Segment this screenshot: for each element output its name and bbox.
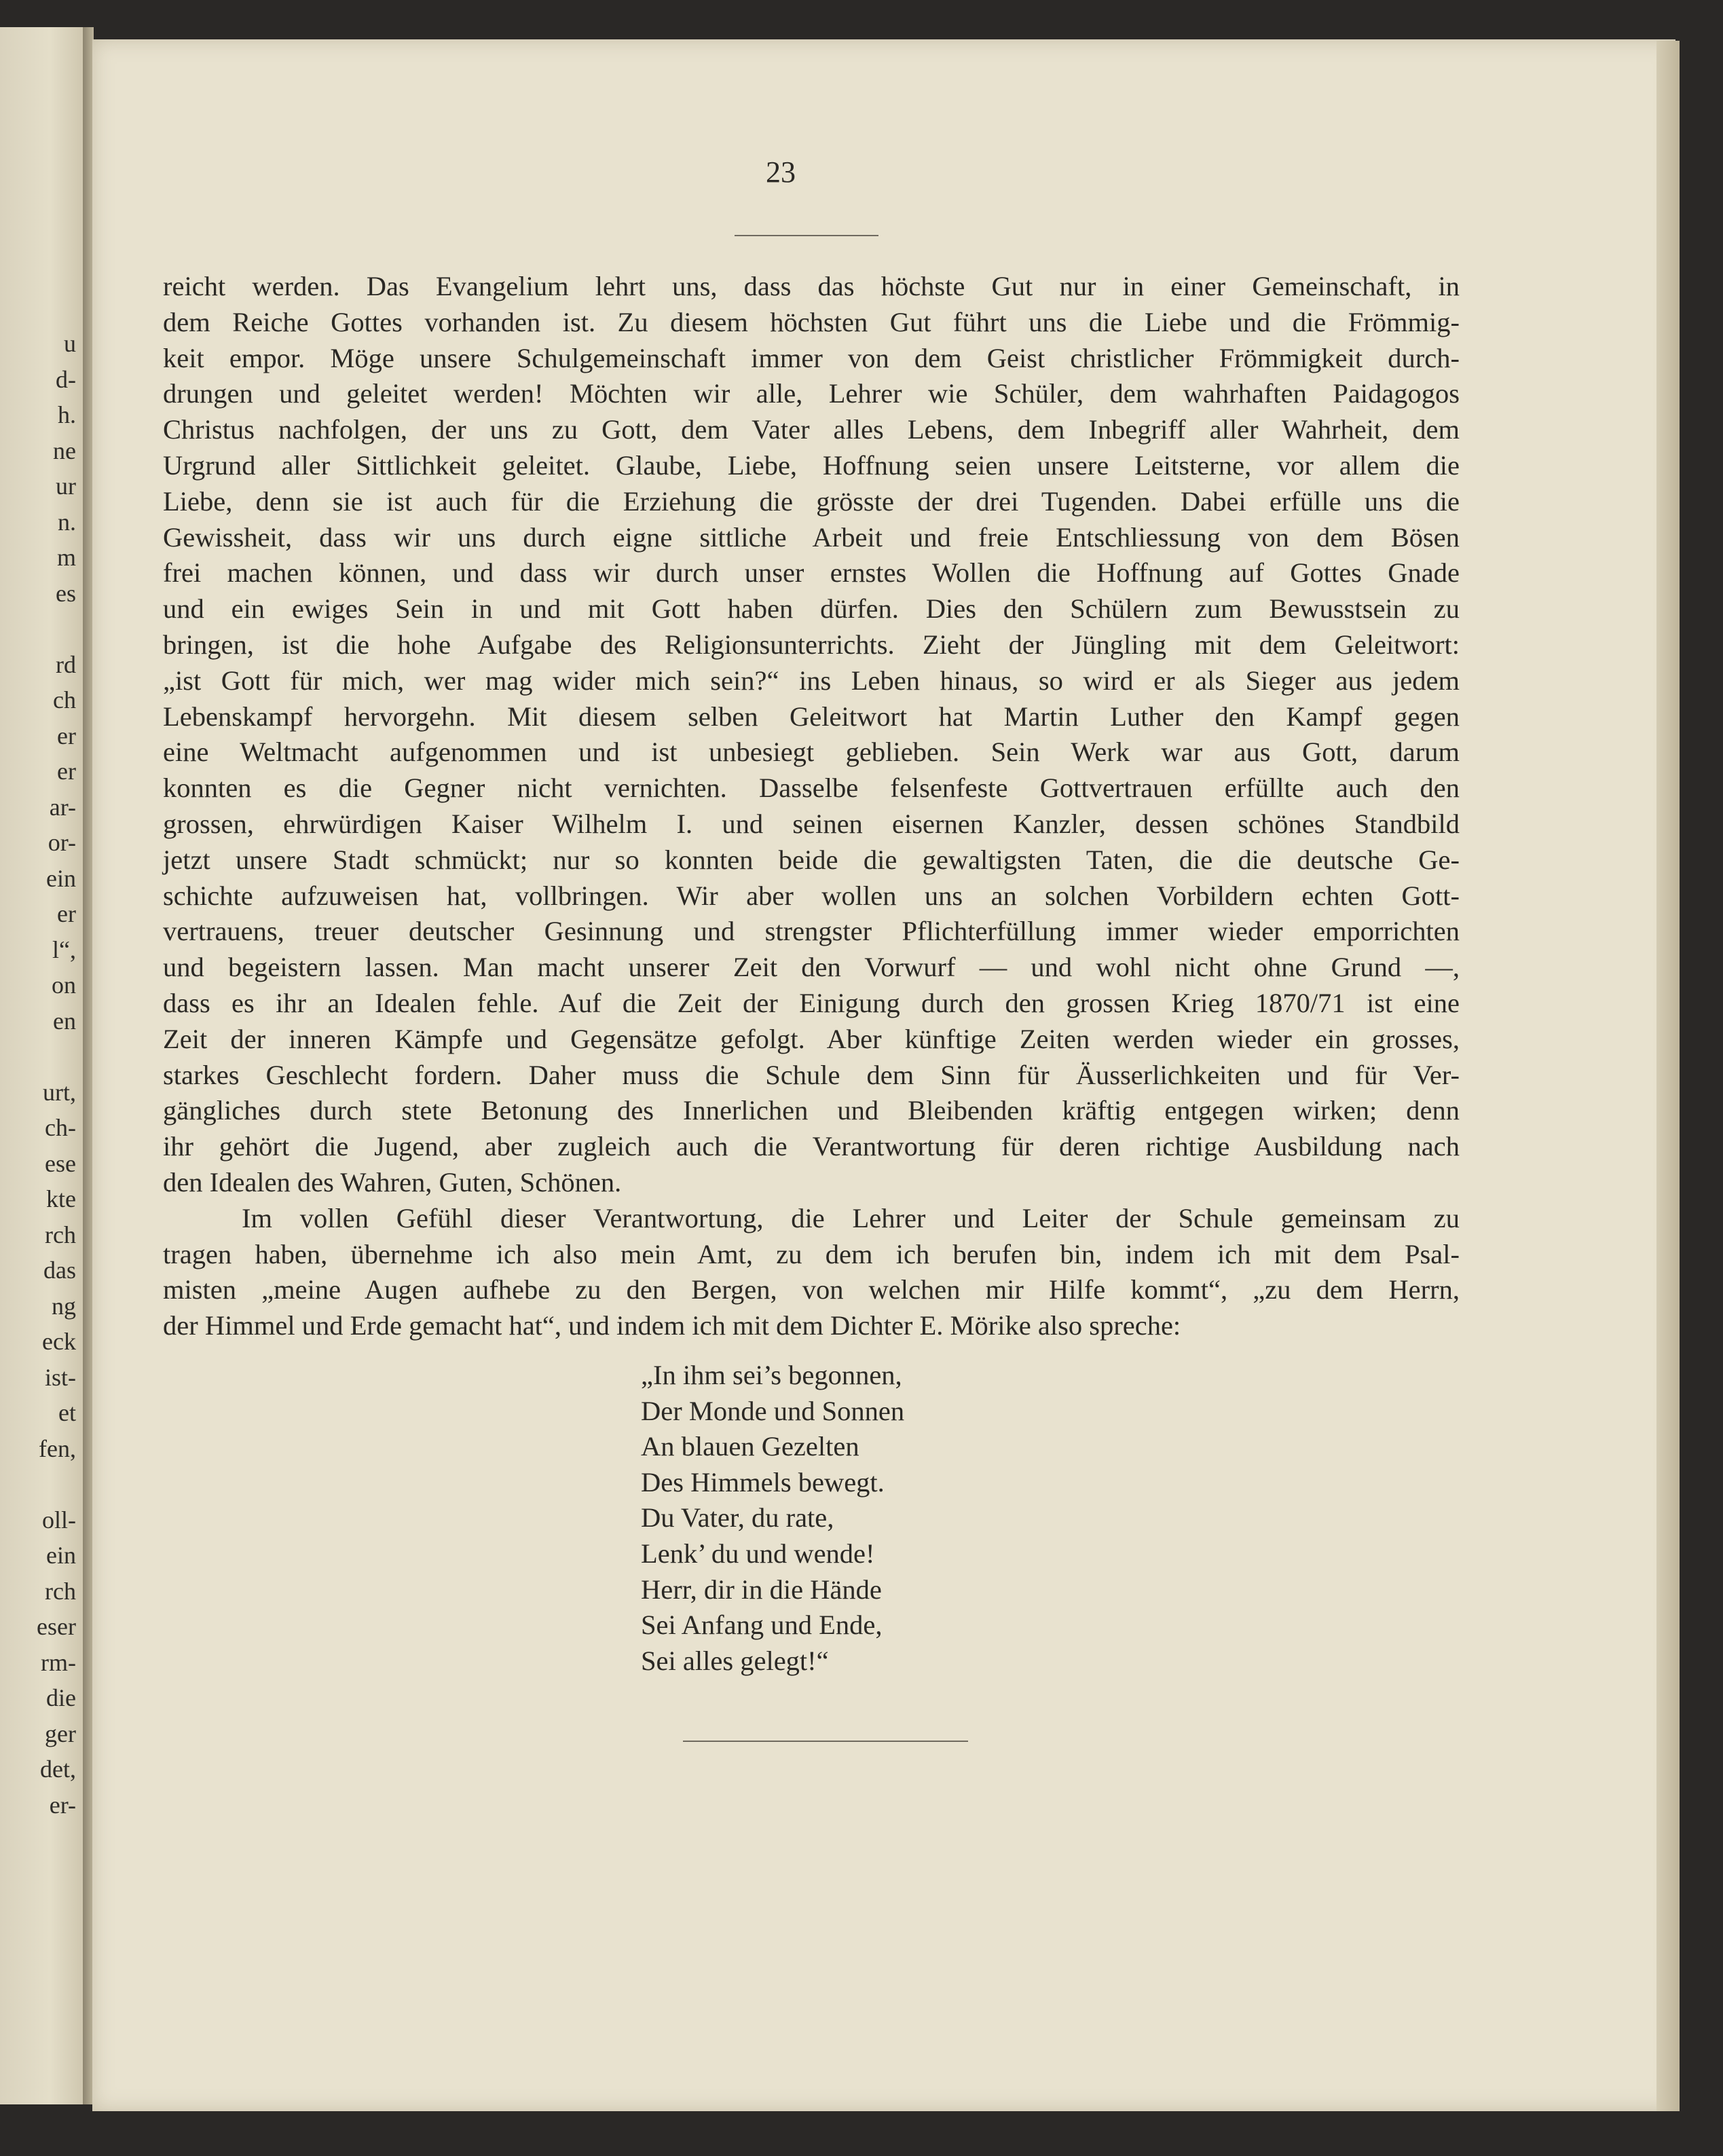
text-line: dem Reiche Gottes vorhanden ist. Zu diesem höchsten Gut führt uns die Liebe und die Frömmig- — [163, 306, 1460, 337]
fragment-line: das — [43, 1257, 76, 1284]
body-text — [163, 269, 1460, 1344]
page-edge — [1656, 41, 1680, 2111]
fragment-line: ch — [53, 686, 76, 713]
fragment-line: er- — [49, 1791, 76, 1819]
fragment-line: ch- — [45, 1114, 76, 1141]
fragment-line: ur — [56, 472, 76, 500]
poem-line: Du Vater, du rate, — [641, 1502, 834, 1534]
fragment-line: urt, — [43, 1078, 76, 1106]
fragment-line: es — [56, 579, 76, 607]
fragment-line: ein — [46, 864, 76, 892]
poem-line: An blauen Gezelten — [641, 1431, 859, 1462]
fragment-line: l“, — [52, 935, 76, 963]
fragment-line: eck — [42, 1328, 76, 1355]
fragment-line: ese — [45, 1149, 76, 1177]
text-line: gängliches durch stete Betonung des Innerlichen und Bleibenden kräftig entgegen wirken; denn — [163, 1095, 1460, 1126]
poem-line: Sei alles gelegt!“ — [641, 1645, 829, 1676]
fragment-line: ng — [52, 1292, 76, 1320]
fragment-line: rch — [45, 1221, 76, 1248]
text-line: reicht werden. Das Evangelium lehrt uns, dass das höchste Gut nur in einer Gemeinschaft, in — [163, 271, 1460, 301]
fragment-line: n. — [58, 508, 76, 536]
text-line: und ein ewiges Sein in und mit Gott haben dürfen. Dies den Schülern zum Bewusstsein zu — [163, 593, 1460, 625]
fragment-line: ein — [46, 1542, 76, 1569]
fragment-line: on — [52, 971, 76, 999]
fragment-line: rm- — [41, 1648, 76, 1676]
text-line: tragen haben, übernehme ich also mein Amt, zu dem ich berufen bin, indem ich mit dem Psal- — [163, 1238, 1460, 1269]
poem-line: Der Monde und Sonnen — [641, 1395, 905, 1426]
text-line: Christus nachfolgen, der uns zu Gott, dem Vater alles Lebens, dem Inbegriff aller Wahrheit, dem — [163, 414, 1460, 445]
text-line: drungen und geleitet werden! Möchten wir alle, Lehrer wie Schüler, dem wahrhaften Paidagogos — [163, 378, 1460, 409]
fragment-line: kte — [46, 1185, 76, 1212]
text-line: Urgrund aller Sittlichkeit geleitet. Glaube, Liebe, Hoffnung seien unsere Leitsterne, vor allem die — [163, 449, 1460, 481]
fragment-line: en — [53, 1007, 76, 1035]
fragment-line: oll- — [42, 1506, 76, 1534]
text-line: dass es ihr an Idealen fehle. Auf die Zeit der Einigung durch den grossen Krieg 1870/71 ist eine — [163, 987, 1460, 1018]
text-line: Zeit der inneren Kämpfe und Gegensätze gefolgt. Aber künftige Zeiten werden wieder ein grosses, — [163, 1023, 1460, 1054]
left-page-text-fragments — [0, 326, 80, 1823]
text-line: schichte aufzuweisen hat, vollbringen. Wir aber wollen uns an solchen Vorbildern echten Gott- — [163, 880, 1460, 911]
poem-line: Herr, dir in die Hände — [641, 1574, 882, 1605]
poem-quote — [641, 1358, 904, 1679]
fragment-line: er — [57, 758, 76, 785]
text-line: eine Weltmacht aufgenommen und ist unbesiegt geblieben. Sein Werk war aus Gott, darum — [163, 737, 1460, 768]
text-line: misten „meine Augen aufhebe zu den Bergen, von welchen mir Hilfe kommt“, „zu dem Herrn, — [163, 1274, 1460, 1305]
text-line: Liebe, denn sie ist auch für die Erziehung die grösste der drei Tugenden. Dabei erfülle uns die — [163, 485, 1460, 517]
fragment-line: fen, — [39, 1434, 76, 1462]
poem-line: Sei Anfang und Ende, — [641, 1610, 883, 1641]
poem-line: Des Himmels bewegt. — [641, 1466, 885, 1498]
fragment-line: h. — [58, 401, 76, 428]
fragment-line: ger — [45, 1720, 76, 1747]
page-number-rule — [735, 235, 878, 236]
fragment-line: or- — [48, 829, 76, 856]
text-line: grossen, ehrwürdigen Kaiser Wilhelm I. und seinen eisernen Kanzler, dessen schönes Standbild — [163, 808, 1460, 839]
fragment-line: u — [64, 330, 76, 357]
text-line: und begeistern lassen. Man macht unserer Zeit den Vorwurf — und wohl nicht ohne Grund —, — [163, 952, 1460, 983]
fragment-line: ist- — [44, 1363, 76, 1391]
fragment-line: ar- — [49, 793, 76, 821]
fragment-line: die — [46, 1684, 76, 1711]
fragment-line: er — [57, 900, 76, 927]
fragment-line: det, — [40, 1755, 76, 1783]
fragment-line: er — [57, 722, 76, 749]
text-line: starkes Geschlecht fordern. Daher muss die Schule dem Sinn für Äusserlichkeiten und für Ver- — [163, 1059, 1460, 1090]
text-line: konnten es die Gegner nicht vernichten. Dasselbe felsenfeste Gottvertrauen erfüllte auch den — [163, 773, 1460, 804]
fragment-line — [0, 1039, 80, 1075]
fragment-line: et — [58, 1399, 76, 1426]
text-line: bringen, ist die hohe Aufgabe des Religionsunterrichts. Zieht der Jüngling mit dem Geleitwort: — [163, 629, 1460, 660]
paragraph-start-line: Im vollen Gefühl dieser Verantwortung, die Lehrer und Leiter der Schule gemeinsam zu — [242, 1202, 1460, 1233]
text-line: frei machen können, und dass wir durch unser ernstes Wollen die Hoffnung auf Gottes Gnade — [163, 557, 1460, 589]
fragment-line: eser — [37, 1613, 76, 1640]
paragraph-end-line: der Himmel und Erde gemacht hat“, und indem ich mit dem Dichter E. Mörike also spreche: — [163, 1310, 1181, 1341]
left-facing-page — [0, 27, 85, 2104]
fragment-line: d- — [56, 365, 76, 393]
page-number: 23 — [766, 155, 796, 189]
text-line: vertrauens, treuer deutscher Gesinnung und strengster Pflichterfüllung immer wieder emporrichten — [163, 916, 1460, 947]
text-line: keit empor. Möge unsere Schulgemeinschaft immer von dem Geist christlicher Frömmigkeit durch- — [163, 342, 1460, 373]
text-line: Gewissheit, dass wir uns durch eigne sittliche Arbeit und freie Entschliessung von dem Bösen — [163, 521, 1460, 553]
end-rule — [683, 1741, 968, 1742]
paragraph-end-line: den Idealen des Wahren, Guten, Schönen. — [163, 1166, 622, 1197]
text-line: Lebenskampf hervorgehn. Mit diesem selben Geleitwort hat Martin Luther den Kampf gegen — [163, 701, 1460, 732]
text-line: ihr gehört die Jugend, aber zugleich auch die Verantwortung für deren richtige Ausbildung nach — [163, 1131, 1460, 1162]
fragment-line: m — [56, 544, 76, 571]
poem-line: „In ihm sei’s begonnen, — [641, 1360, 902, 1390]
text-line: jetzt unsere Stadt schmückt; nur so konnten beide die gewaltigsten Taten, die die deutsche Ge- — [163, 844, 1460, 875]
fragment-line: rd — [56, 650, 76, 678]
fragment-line: ne — [53, 436, 76, 464]
poem-line: Lenk’ du und wende! — [641, 1538, 875, 1569]
fragment-line: rch — [45, 1577, 76, 1605]
text-line: „ist Gott für mich, wer mag wider mich sein?“ ins Leben hinaus, so wird er als Sieger aus jedem — [163, 665, 1460, 696]
fragment-line — [0, 611, 80, 647]
fragment-line — [0, 1466, 80, 1502]
